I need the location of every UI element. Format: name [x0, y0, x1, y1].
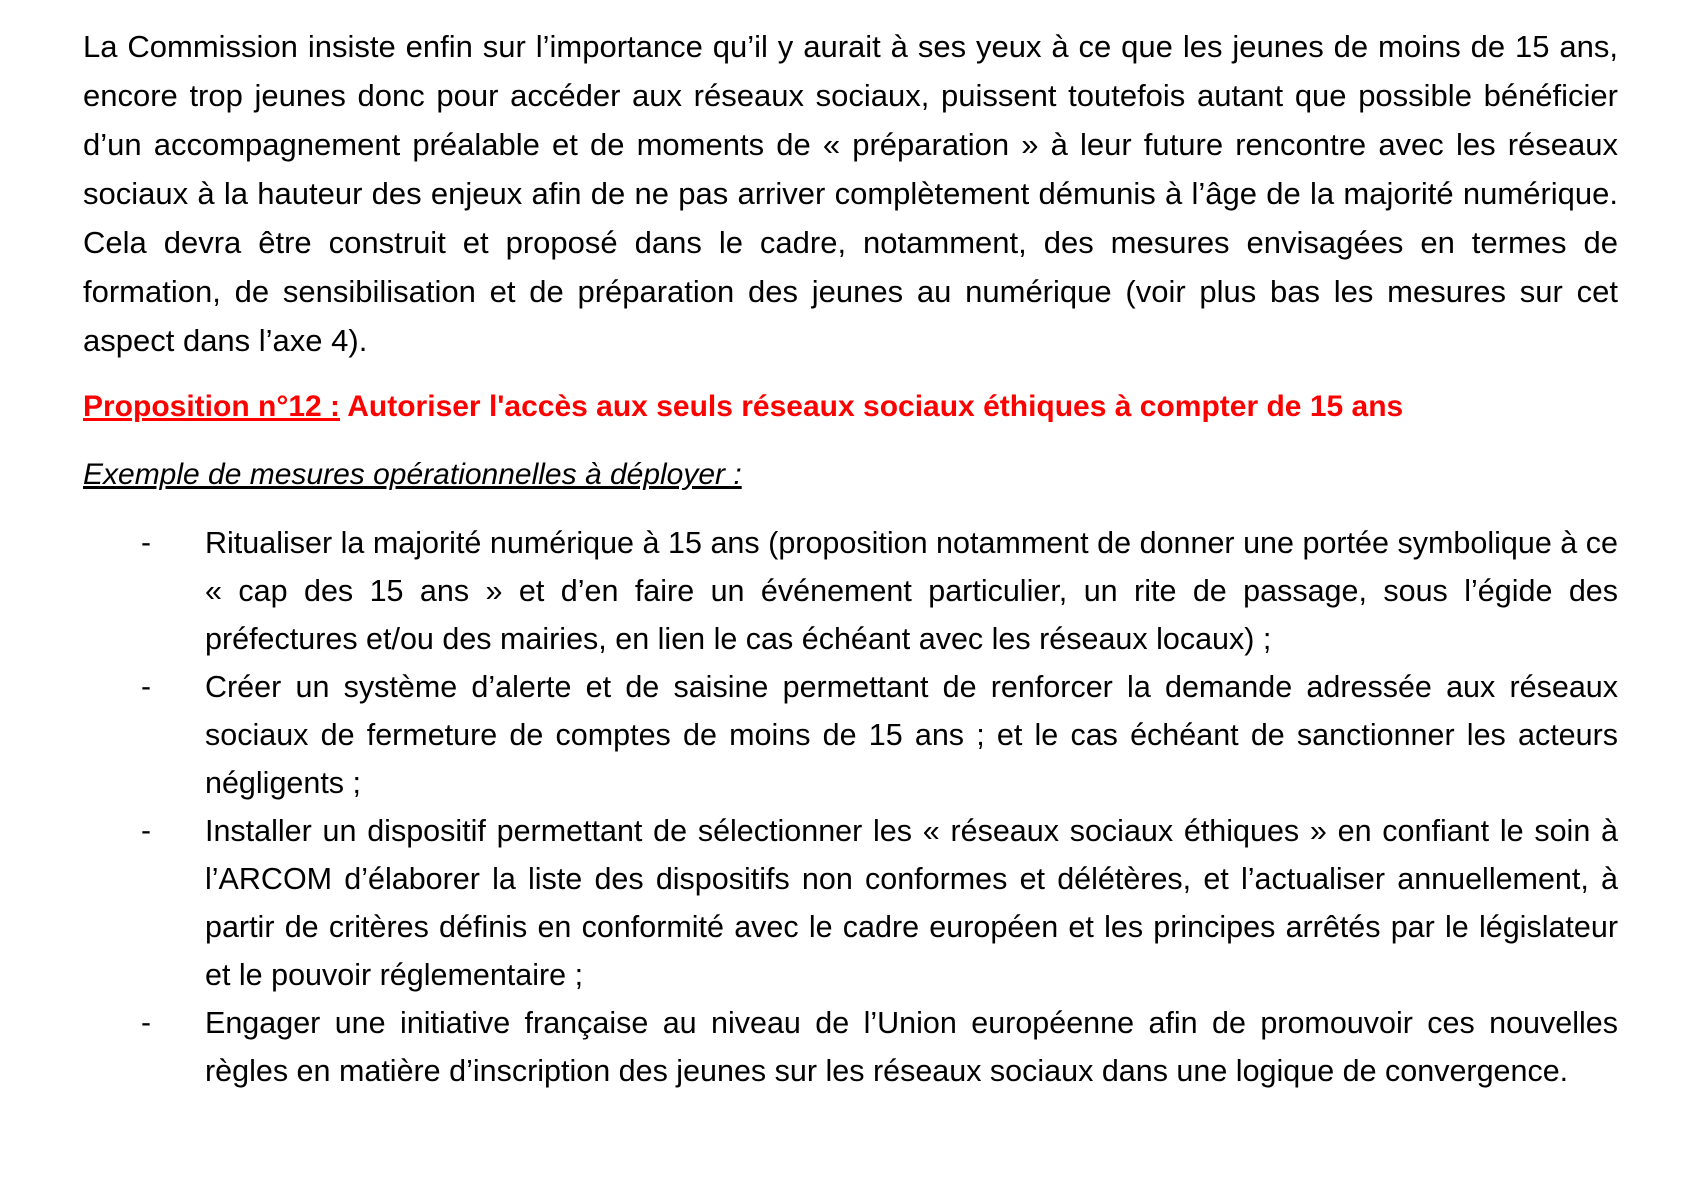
list-item	[83, 999, 1618, 1095]
list-item-text: Engager une initiative française au niveau de l’Union européenne afin de promouvoir ces nouvelles règles en matière d’inscription des jeunes sur les réseaux sociaux dans une logique de convergence.	[205, 1006, 1618, 1088]
bullet-marker: -	[141, 1006, 151, 1039]
list-item	[83, 807, 1618, 999]
bullet-marker: -	[141, 814, 151, 847]
measures-list	[83, 519, 1618, 1095]
proposal-heading	[83, 387, 1618, 427]
list-item-text: Ritualiser la majorité numérique à 15 ans (proposition notamment de donner une portée symbolique à ce « cap des 15 ans » et d’en faire un événement particulier, un rite de passage, sous l’égide des préfectures et/ou des mairies, en lien le cas échéant avec les réseaux locaux) ;	[205, 526, 1618, 656]
list-item	[83, 519, 1618, 663]
list-item-text: Installer un dispositif permettant de sélectionner les « réseaux sociaux éthiques » en confiant le soin à l’ARCOM d’élaborer la liste des dispositifs non conformes et délétères, et l’actualiser annuellement, à partir de critères définis en conformité avec le cadre européen et les principes arrêtés par le législateur et le pouvoir réglementaire ;	[205, 814, 1618, 992]
proposal-label: Proposition n°12 :	[83, 390, 341, 423]
document-page	[83, 22, 1618, 1095]
intro-paragraph: La Commission insiste enfin sur l’importance qu’il y aurait à ses yeux à ce que les jeunes de moins de 15 ans, encore trop jeunes donc pour accéder aux réseaux sociaux, puissent toutefois autant que possible bénéficier d’un accompagnement préalable et de moments de « préparation » à leur future rencontre avec les réseaux sociaux à la hauteur des enjeux afin de ne pas arriver complètement démunis à l’âge de la majorité numérique. Cela devra être construit et proposé dans le cadre, notamment, des mesures envisagées en termes de formation, de sensibilisation et de préparation des jeunes au numérique (voir plus bas les mesures sur cet aspect dans l’axe 4).	[83, 29, 1618, 358]
list-item-text: Créer un système d’alerte et de saisine permettant de renforcer la demande adressée aux réseaux sociaux de fermeture de comptes de moins de 15 ans ; et le cas échéant de sanctionner les acteurs négligents ;	[205, 670, 1618, 800]
proposal-title: Autoriser l'accès aux seuls réseaux sociaux éthiques à compter de 15 ans	[347, 390, 1404, 423]
measures-heading: Exemple de mesures opérationnelles à déployer :	[83, 458, 742, 491]
bullet-marker: -	[141, 670, 151, 703]
list-item	[83, 663, 1618, 807]
bullet-marker: -	[141, 526, 151, 559]
